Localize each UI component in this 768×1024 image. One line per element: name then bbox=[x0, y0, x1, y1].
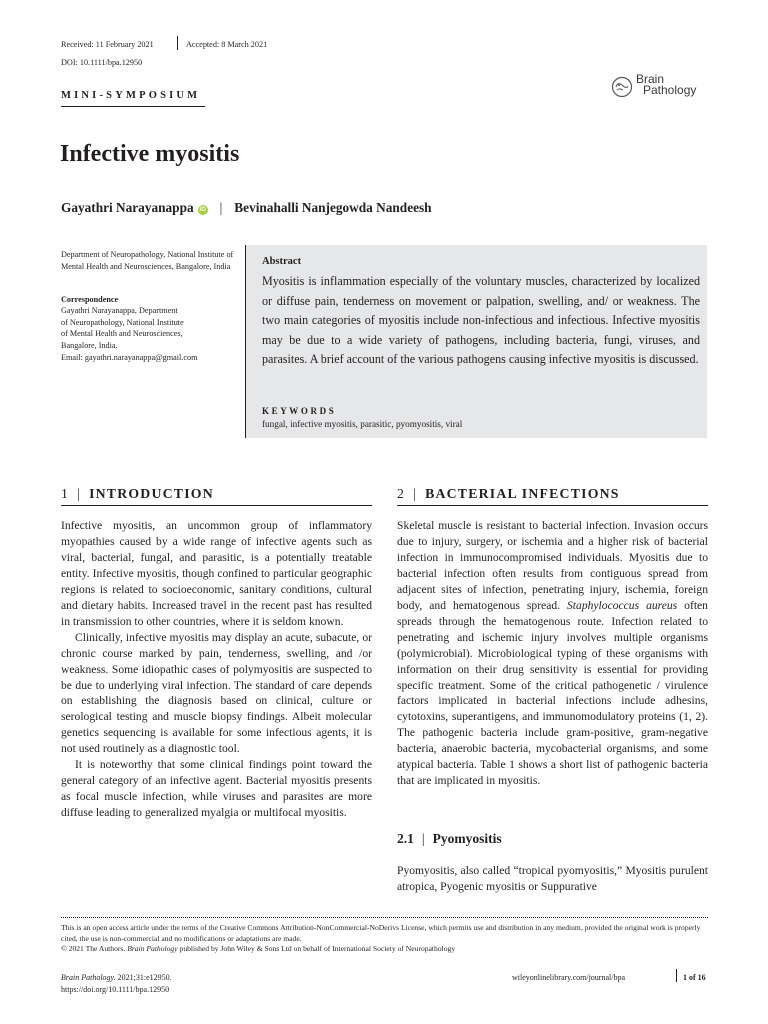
keywords-heading: KEYWORDS bbox=[262, 406, 337, 416]
footer-doi-link[interactable]: https://doi.org/10.1111/bpa.12950 bbox=[61, 984, 170, 994]
section-number: 2 bbox=[397, 486, 406, 501]
correspondence-heading: Correspondence bbox=[61, 295, 119, 304]
brain-logo-icon bbox=[610, 75, 634, 99]
heading-separator: | bbox=[421, 831, 425, 846]
correspondence-line: Gayathri Narayanappa, Department bbox=[61, 306, 178, 315]
doi-label: DOI: 10.1111/bpa.12950 bbox=[61, 58, 143, 67]
footnote-rule bbox=[61, 917, 708, 918]
copyright-suffix: published by John Wiley & Sons Ltd on behalf of International Society of Neuropathology bbox=[179, 944, 456, 954]
article-title: Infective myositis bbox=[60, 141, 240, 167]
correspondence-line: Bangalore, India. bbox=[61, 341, 118, 351]
paragraph: It is noteworthy that some clinical findings point toward the general category of an infective agent. Bacterial myositis presents as focal muscle infection, while viruses and parasites are more diffuse leading to generalized myalgia or multifocal myositis. bbox=[61, 758, 372, 820]
subsection-title: Pyomyositis bbox=[432, 831, 502, 846]
section-heading-introduction bbox=[61, 486, 214, 502]
heading-separator: | bbox=[77, 486, 82, 501]
page-number: 1 of 16 bbox=[683, 973, 706, 982]
introduction-body bbox=[61, 518, 372, 821]
received-date: Received: 11 February 2021 bbox=[61, 40, 154, 49]
section-heading-bacterial-infections bbox=[397, 486, 620, 502]
header-divider bbox=[177, 36, 178, 50]
footer-site-link[interactable]: wileyonlinelibrary.com/journal/bpa bbox=[512, 973, 626, 982]
author-list bbox=[61, 200, 432, 216]
footer-citation-text: 2021;31:e12950. bbox=[117, 973, 172, 982]
orcid-icon[interactable]: iD bbox=[199, 206, 206, 213]
section-title: BACTERIAL INFECTIONS bbox=[425, 486, 620, 501]
author-name[interactable]: Bevinahalli Nanjegowda Nandeesh bbox=[234, 200, 432, 215]
section-rule bbox=[61, 505, 372, 506]
abstract-text: Myositis is inflammation especially of the voluntary muscles, characterized by localized or diffuse pain, tenderness on movement or palpation, swelling, and/ or weakness. The two main categories of myositis include non-infectious and infectious. Infective myositis may be due to a wide variety of pathogens, including bacteria, fungi, viruses, and parasites. A brief account of the various pathogens causing infective myositis is discussed. bbox=[262, 274, 700, 367]
paragraph bbox=[397, 518, 708, 789]
pyomyositis-body bbox=[397, 863, 708, 895]
copyright-line bbox=[61, 944, 711, 955]
abstract-left-rule bbox=[245, 245, 246, 438]
paragraph: Infective myositis, an uncommon group of inflammatory myopathies caused by a wide range of infective agents such as viral, bacterial, fungal, and parasitic, is a potentially treatable entity. Infective myositis, though confined to particular geographic regions is related to socioeconomic, sanitary conditions, cultural and dietary habits. Increased travel in the recent past has resulted in transmission to other countries, where it is seldom known. bbox=[61, 519, 372, 628]
copyright-prefix: © 2021 The Authors. bbox=[61, 944, 126, 954]
license-footnote bbox=[61, 923, 711, 955]
abstract-heading: Abstract bbox=[262, 256, 302, 267]
section-label-rule bbox=[61, 106, 205, 107]
section-rule bbox=[397, 505, 708, 506]
journal-logo-line1: Brain bbox=[636, 72, 665, 86]
paragraph: Clinically, infective myositis may display an acute, subacute, or chronic course marked by pain, tenderness, swelling, and /or weakness. Some idiopathic cases of polymyositis are suspected to be due to underlying viral infection. The standard of care depends on establishing the diagnosis based on clinical, culture or serological testing and muscle biopsy findings. Albeit molecular genetics sequencing is available for some infectious agents, it is not used routinely as a diagnostic tool. bbox=[61, 630, 372, 756]
accepted-date: Accepted: 8 March 2021 bbox=[186, 40, 268, 49]
journal-logo bbox=[610, 74, 720, 102]
bacterial-infections-body bbox=[397, 518, 708, 789]
correspondence-line: of Neuropathology, National Institute bbox=[61, 317, 184, 327]
subsection-heading-pyomyositis bbox=[397, 831, 502, 847]
author-separator: | bbox=[219, 200, 223, 215]
author-name[interactable]: Gayathri Narayanappa bbox=[61, 200, 194, 215]
subsection-number: 2.1 bbox=[397, 831, 414, 846]
license-text: This is an open access article under the terms of the Creative Commons Attribution-NonCommercial-NoDerivs License, which permits use and distribution in any medium, provided the original work is properly cited, the use is non-commercial and no modifications or adaptations are made. bbox=[61, 923, 701, 943]
section-label: MINI-SYMPOSIUM bbox=[61, 90, 201, 101]
paragraph-text: often spreads through the hematogenous route. Infection related to penetrating and ischemic injury involves multiple organisms (polymicrobial). Microbiological typing of these organisms with information on their drug sensitivity is essential for providing specific treatment. Some of the critical pathogenetic / virulence factors implicated in bacterial infections include adhesins, cytotoxins, superantigens, and immunomodulatory proteins (1, 2). The pathogenic bacteria include gram-positive, gram-negative bacteria, anaerobic bacteria, mycobacterial organisms, and some atypical bacteria. Table 1 shows a short list of pathogenic bacteria that are implicated in myositis. bbox=[397, 598, 708, 788]
section-title: INTRODUCTION bbox=[89, 486, 214, 501]
journal-logo-line2: Pathology bbox=[643, 83, 697, 97]
heading-separator: | bbox=[413, 486, 418, 501]
section-number: 1 bbox=[61, 486, 70, 501]
footer-divider bbox=[676, 969, 677, 982]
correspondence-details bbox=[61, 305, 241, 364]
footer-citation bbox=[61, 972, 172, 995]
footer-journal: Brain Pathology. bbox=[61, 973, 116, 982]
affiliation: Department of Neuropathology, National Institute of Mental Health and Neurosciences, Bangalore, India bbox=[61, 250, 234, 271]
paragraph: Pyomyositis, also called “tropical pyomyositis,” Myositis purulent atropica, Pyogenic myositis or Suppurative bbox=[397, 864, 708, 893]
organism-name: Staphylococcus aureus bbox=[567, 598, 678, 612]
copyright-journal: Brain Pathology bbox=[127, 944, 178, 954]
keywords-list: fungal, infective myositis, parasitic, pyomyositis, viral bbox=[262, 419, 463, 429]
correspondence-email[interactable]: Email: gayathri.narayanappa@gmail.com bbox=[61, 352, 198, 362]
correspondence-line: of Mental Health and Neurosciences, bbox=[61, 329, 183, 339]
paragraph-text: Skeletal muscle is resistant to bacterial infection. Invasion occurs due to injury, surgery, or ischemia and a higher risk of bacterial infection in immunocompromised individuals. Myositis due to bacterial infection often results from contiguous spread from adjacent sites of infection, penetrating injury, ischemia, foreign body, and hematogenous spread. bbox=[397, 519, 708, 612]
